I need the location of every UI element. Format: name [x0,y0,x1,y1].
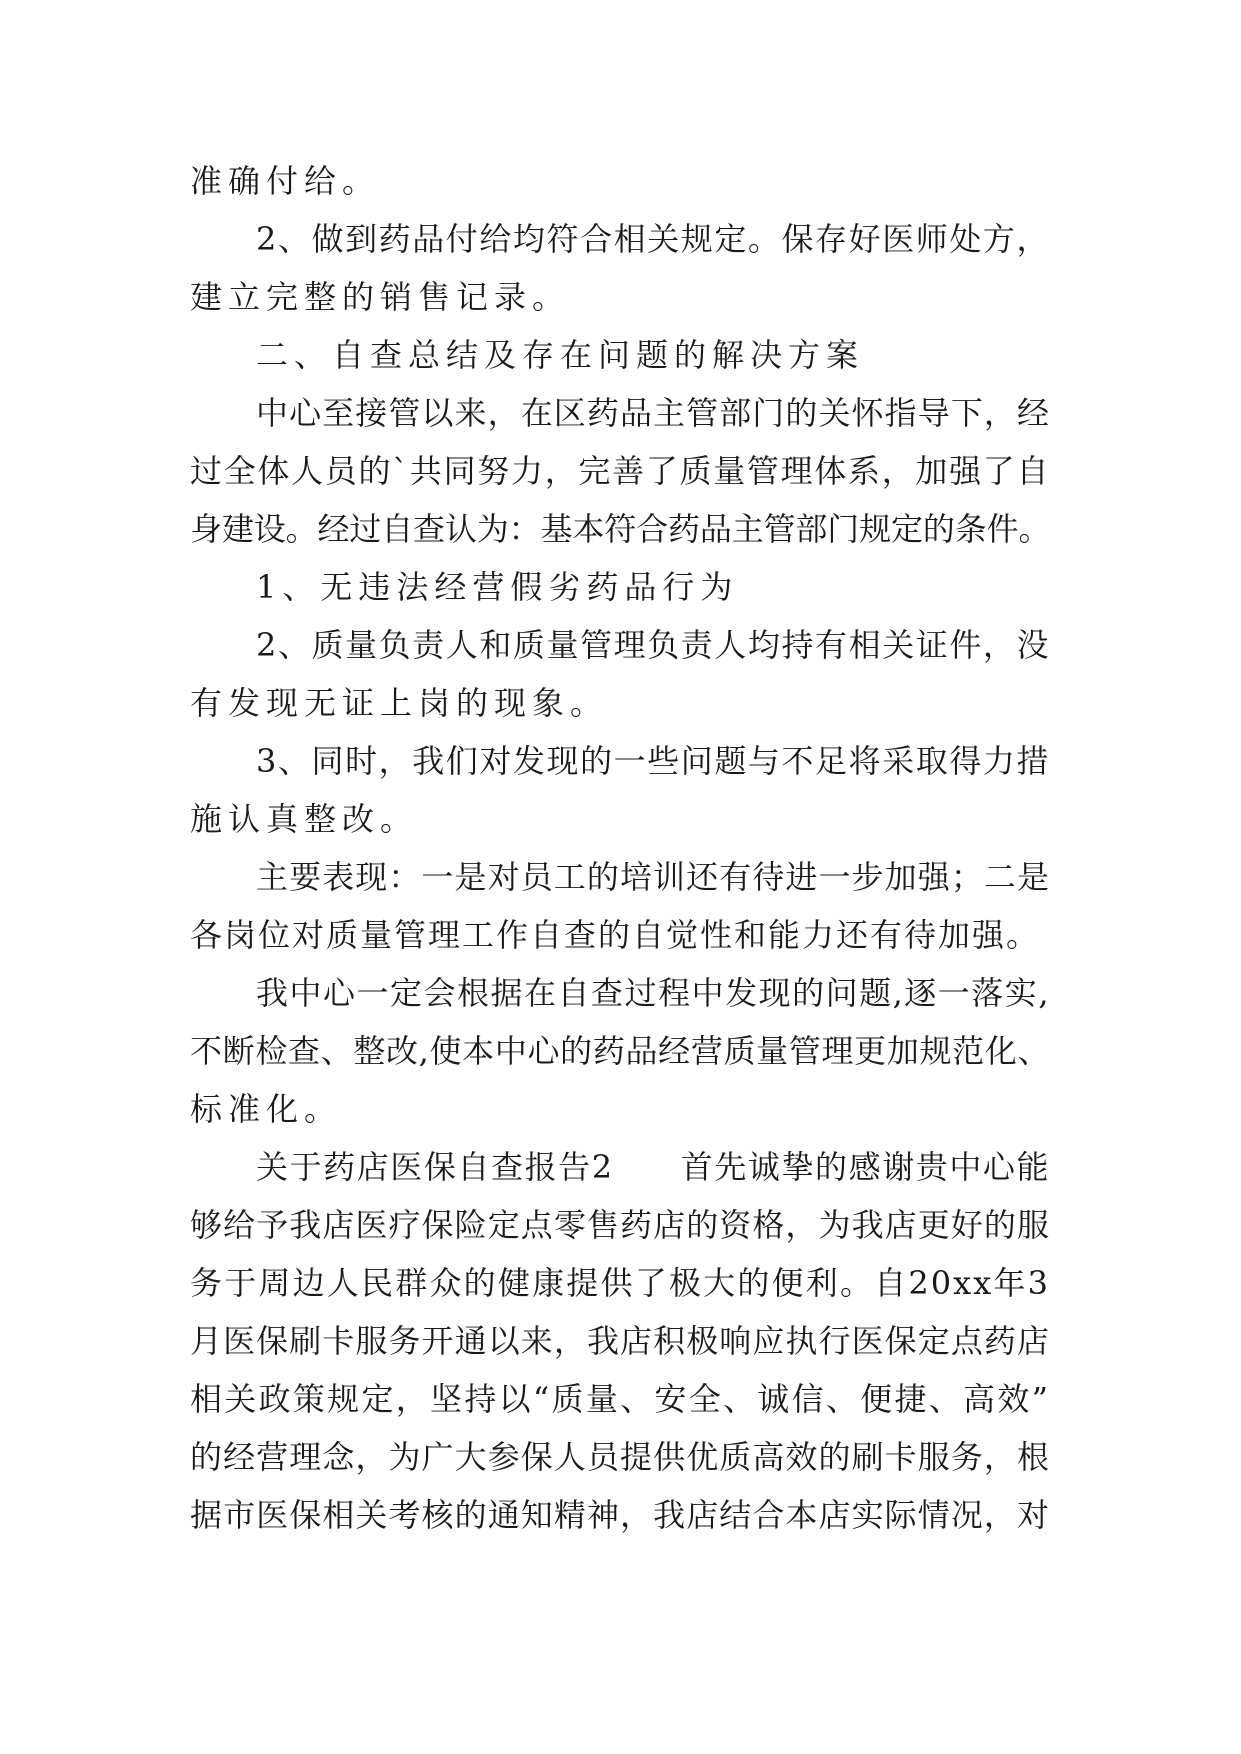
text-line: 身建设。经过自查认为：基本符合药品主管部门规定的条件。 [190,510,1050,548]
text-line: 关于药店医保自查报告2 首先诚挚的感谢贵中心能 [256,1148,1050,1186]
text-line: 2、质量负责人和质量管理负责人均持有相关证件，没 [256,626,1050,664]
text-line: 2、做到药品付给均符合相关规定。保存好医师处方， [256,220,1050,258]
text-line: 建立完整的销售记录。 [190,278,571,316]
text-line: 务于周边人民群众的健康提供了极大的便利。自20xx年3 [190,1264,1050,1302]
text-line: 的经营理念，为广大参保人员提供优质高效的刷卡服务，根 [190,1438,1050,1476]
text-line: 主要表现：一是对员工的培训还有待进一步加强；二是 [256,858,1050,896]
text-line: 标准化。 [190,1090,343,1128]
text-line: 据市医保相关考核的通知精神，我店结合本店实际情况，对 [190,1496,1050,1534]
text-line: 施认真整改。 [190,800,419,838]
text-line: 3、同时，我们对发现的一些问题与不足将采取得力措 [256,742,1050,780]
text-line: 我中心一定会根据在自查过程中发现的问题,逐一落实, [256,974,1050,1012]
text-line: 相关政策规定，坚持以“质量、安全、诚信、便捷、高效” [190,1380,1050,1418]
text-line: 各岗位对质量管理工作自查的自觉性和能力还有待加强。 [190,916,1041,954]
document-body [190,152,1050,1544]
text-line: 中心至接管以来，在区药品主管部门的关怀指导下，经 [256,394,1050,432]
text-line: 月医保刷卡服务开通以来，我店积极响应执行医保定点药店 [190,1322,1050,1360]
text-line: 有发现无证上岗的现象。 [190,684,609,722]
text-line: 二、自查总结及存在问题的解决方案 [256,336,865,374]
text-line: 过全体人员的`共同努力，完善了质量管理体系，加强了自 [190,452,1050,490]
text-line: 准确付给。 [190,162,381,200]
text-line: 够给予我店医疗保险定点零售药店的资格，为我店更好的服 [190,1206,1050,1244]
text-line: 不断检查、整改,使本中心的药品经营质量管理更加规范化、 [190,1032,1050,1070]
text-line: 1、无违法经营假劣药品行为 [256,568,739,606]
